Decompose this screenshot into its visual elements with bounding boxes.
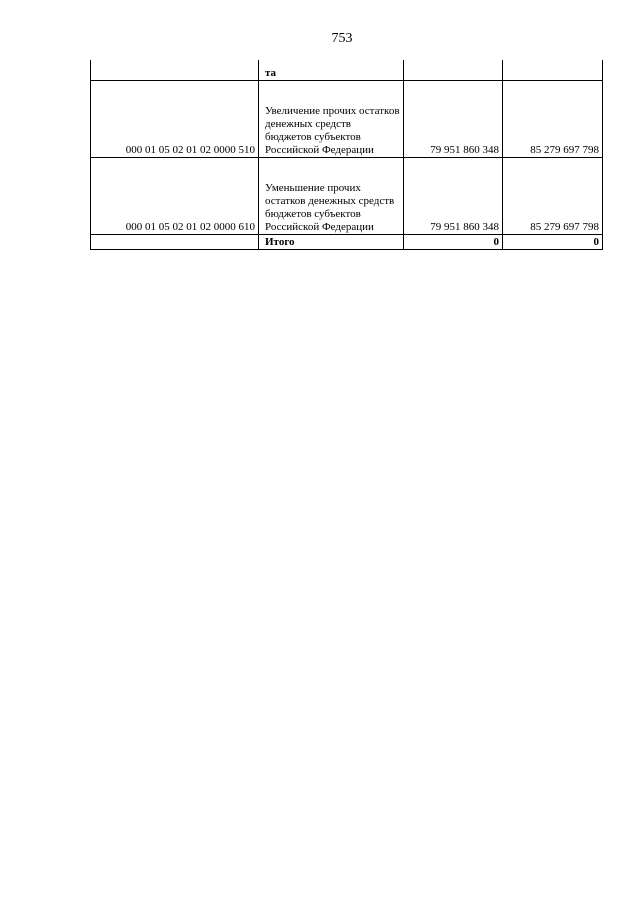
value-2-cell: 85 279 697 798 (503, 158, 603, 235)
value-2-cell: 85 279 697 798 (503, 81, 603, 158)
value-1-cell (404, 60, 503, 81)
code-cell (91, 235, 259, 250)
table-row (91, 158, 603, 235)
total-value-1: 0 (404, 235, 503, 250)
sources-table (90, 60, 603, 250)
total-label: Итого (259, 235, 404, 250)
table-row-continuation (91, 60, 603, 81)
page-number: 753 (331, 31, 353, 46)
code-cell: 000 01 05 02 01 02 0000 510 (91, 81, 259, 158)
table-row (91, 81, 603, 158)
total-value-2: 0 (503, 235, 603, 250)
total-row (91, 235, 603, 250)
name-cell: Уменьшение прочих остатков денежных средств бюджетов субъектов Российской Федерации (259, 158, 404, 235)
code-cell (91, 60, 259, 81)
code-cell: 000 01 05 02 01 02 0000 610 (91, 158, 259, 235)
value-2-cell (503, 60, 603, 81)
name-cell: Увеличение прочих остатков денежных средств бюджетов субъектов Российской Федерации (259, 81, 404, 158)
name-cell: та (259, 60, 404, 81)
value-1-cell: 79 951 860 348 (404, 158, 503, 235)
value-1-cell: 79 951 860 348 (404, 81, 503, 158)
